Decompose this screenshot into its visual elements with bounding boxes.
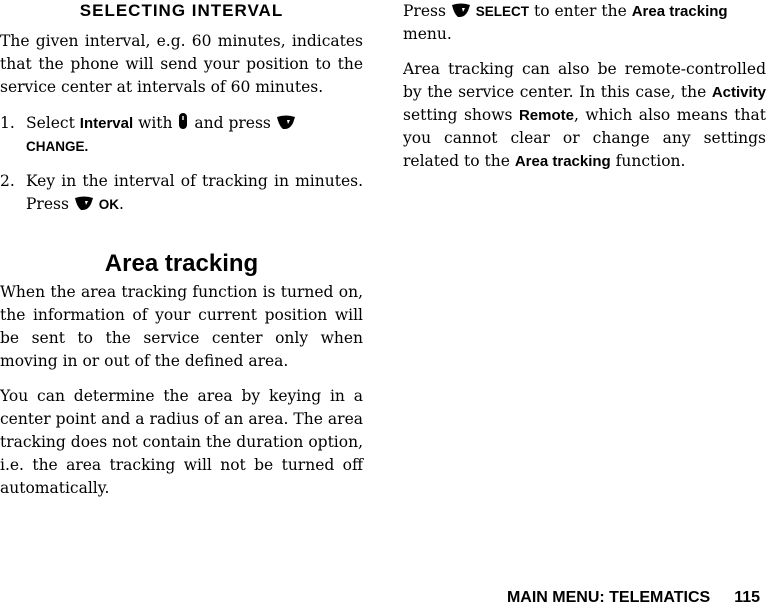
softkey-label: CHANGE. (26, 139, 89, 154)
softkey-icon (74, 195, 94, 211)
step-text: . (119, 195, 124, 213)
step-1 (0, 112, 363, 158)
right-paragraph-2 (403, 58, 766, 173)
area-paragraph-2: You can determine the area by keying in a center point and a radius of an area. The area tracking does not contain the duration option, i.e. the area tracking will not be turned off automatically. (0, 387, 363, 497)
softkey-label: OK (98, 197, 120, 212)
page-number: 115 (734, 589, 760, 606)
step-text: with (138, 114, 173, 132)
step-number: 1. (0, 114, 15, 132)
area-tracking-heading: Area tracking (104, 250, 259, 277)
menu-keyword: Interval (79, 115, 134, 132)
text: setting shows (403, 106, 513, 124)
footer-section-title: MAIN MENU: TELEMATICS (506, 589, 711, 606)
right-paragraph-1 (403, 0, 766, 46)
step-number: 2. (0, 172, 15, 190)
softkey-label: SELECT (475, 4, 530, 19)
area-paragraph-1: When the area tracking function is turned on, the information of your current position will be sent to the service center only when moving in or out of the defined area. (0, 283, 363, 370)
left-column (0, 0, 363, 500)
text: to enter the (534, 2, 627, 20)
step-2 (0, 170, 363, 216)
step-text: Key in the interval of tracking in minutes. Press (26, 172, 363, 213)
scroll-key-icon (177, 112, 189, 130)
text: Press (403, 2, 446, 20)
menu-keyword: Area tracking (631, 3, 728, 20)
section-heading: SELECTING INTERVAL (79, 1, 284, 20)
menu-keyword: Remote (518, 107, 574, 124)
step-text: Select (26, 114, 75, 132)
menu-keyword: Area tracking (514, 153, 611, 170)
intro-paragraph: The given interval, e.g. 60 minutes, indicates that the phone will send your position to the service center at intervals of 60 minutes. (0, 32, 363, 96)
menu-keyword: Activity (711, 84, 766, 101)
text: , which also means that you cannot clear or change any settings related to the (403, 106, 766, 170)
softkey-icon (451, 2, 471, 18)
step-text: and press (194, 114, 271, 132)
right-column (403, 0, 766, 173)
softkey-icon (276, 114, 296, 130)
text: menu. (403, 25, 452, 43)
page-footer (507, 589, 760, 607)
text: Area tracking can also be remote-controlled by the service center. In this case, the (403, 60, 766, 101)
text: function. (615, 152, 686, 170)
